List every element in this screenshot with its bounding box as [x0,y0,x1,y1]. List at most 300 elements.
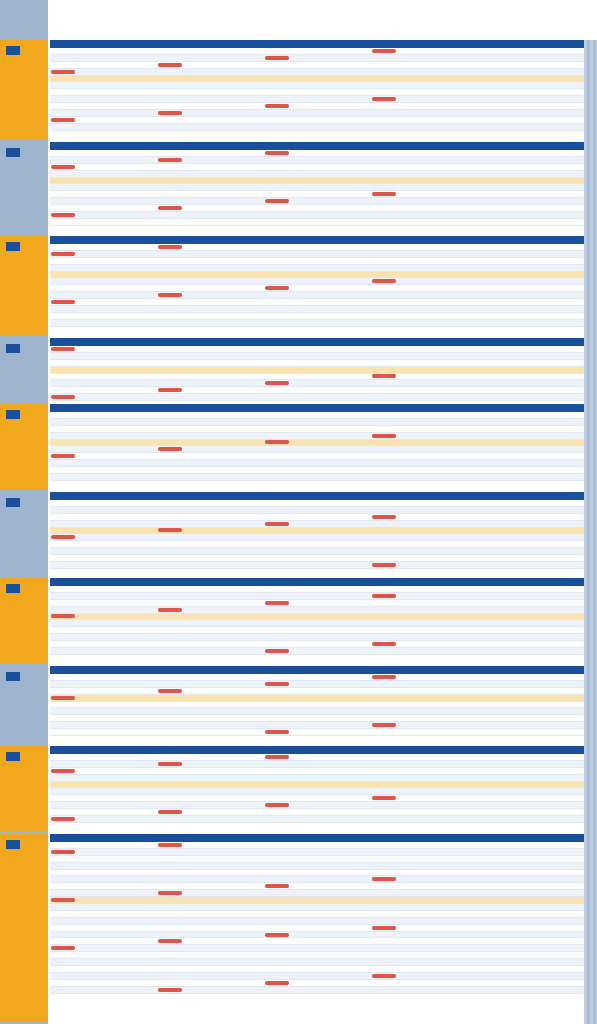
highlight-mark [265,649,289,653]
highlight-mark [51,252,75,256]
block-number [6,672,20,681]
table-cell [371,761,584,767]
year-badge [0,40,48,140]
table-cell [157,48,264,54]
table-cell [50,48,157,54]
table-row [50,76,584,83]
table-cell [157,191,264,197]
table-cell [157,528,264,534]
column-header [371,40,584,48]
table-cell [264,674,371,680]
table-cell [371,467,584,473]
highlight-mark [372,675,396,679]
highlight-mark [265,730,289,734]
table-cell [50,980,157,986]
table-cell [264,945,371,951]
highlight-mark [265,803,289,807]
table-row [50,959,584,966]
table-cell [157,265,264,271]
table-cell [50,541,157,547]
table-header [50,834,584,842]
table-row [50,258,584,265]
table-cell [157,184,264,190]
table-row [50,541,584,548]
table-cell [157,69,264,75]
table-cell [264,453,371,459]
table-cell [157,346,264,352]
table-cell [157,380,264,386]
table-cell [371,306,584,312]
table-row [50,562,584,569]
column-header [157,834,264,842]
highlight-mark [158,810,182,814]
table-cell [50,715,157,721]
highlight-mark [158,111,182,115]
table-row [50,440,584,447]
table-cell [264,768,371,774]
table-cell [371,959,584,965]
table-cell [157,856,264,862]
table-cell [50,124,157,130]
table-cell [371,695,584,701]
highlight-mark [51,817,75,821]
column-header [264,834,371,842]
table-cell [157,157,264,163]
table-cell [157,614,264,620]
table-cell [264,258,371,264]
table-cell [50,674,157,680]
table-cell [157,634,264,640]
column-header [371,834,584,842]
table-cell [371,634,584,640]
highlight-mark [372,97,396,101]
table-row [50,966,584,973]
table-cell [157,171,264,177]
table-row [50,761,584,768]
table-cell [371,299,584,305]
table-row [50,876,584,883]
table-cell [50,521,157,527]
table-cell [157,802,264,808]
column-header [371,142,584,150]
table-cell [50,460,157,466]
column-header [264,142,371,150]
table-cell [157,681,264,687]
table-cell [371,932,584,938]
table-cell [157,258,264,264]
table-cell [50,973,157,979]
highlight-mark [265,440,289,444]
table-cell [264,76,371,82]
table-row [50,987,584,994]
table-cell [157,541,264,547]
table-cell [157,980,264,986]
table-cell [157,285,264,291]
table-cell [264,932,371,938]
table-cell [264,890,371,896]
table-cell [157,394,264,400]
table-row [50,973,584,980]
block-number [6,344,20,353]
highlight-mark [51,850,75,854]
highlight-mark [265,755,289,759]
table-cell [264,775,371,781]
table-cell [371,89,584,95]
table-cell [157,164,264,170]
table-row [50,870,584,877]
table-cell [371,103,584,109]
table-cell [264,292,371,298]
table-cell [371,620,584,626]
table-cell [157,299,264,305]
table-cell [371,688,584,694]
results-table [50,746,584,823]
table-cell [371,918,584,924]
table-row [50,306,584,313]
table-cell [371,514,584,520]
table-cell [264,251,371,257]
table-cell [264,244,371,250]
table-cell [157,426,264,432]
table-cell [50,426,157,432]
block-number [6,840,20,849]
table-cell [264,353,371,359]
table-cell [50,883,157,889]
table-row [50,426,584,433]
table-row [50,911,584,918]
table-cell [157,966,264,972]
table-cell [264,446,371,452]
table-row [50,521,584,528]
table-cell [157,795,264,801]
highlight-mark [51,213,75,217]
table-cell [157,876,264,882]
table-header [50,404,584,412]
table-cell [157,212,264,218]
table-cell [157,641,264,647]
year-block [0,746,584,832]
table-row [50,124,584,131]
column-header [50,236,157,244]
table-cell [50,702,157,708]
table-cell [157,754,264,760]
table-cell [50,76,157,82]
table-row [50,627,584,634]
table-cell [264,110,371,116]
year-block [0,666,584,744]
table-cell [50,440,157,446]
table-cell [264,788,371,794]
table-cell [50,945,157,951]
table-cell [157,883,264,889]
table-cell [157,918,264,924]
table-cell [264,265,371,271]
table-header [50,236,584,244]
table-cell [371,521,584,527]
table-row [50,110,584,117]
table-cell [371,987,584,993]
table-cell [371,729,584,735]
table-cell [264,702,371,708]
table-cell [50,205,157,211]
table-cell [264,278,371,284]
highlight-mark [158,63,182,67]
table-cell [157,387,264,393]
table-row [50,883,584,890]
column-header [264,236,371,244]
highlight-mark [265,682,289,686]
highlight-mark [372,374,396,378]
year-block [0,492,584,576]
table-cell [371,55,584,61]
table-cell [157,306,264,312]
table-cell [371,973,584,979]
table-cell [264,876,371,882]
table-row [50,69,584,76]
table-cell [371,541,584,547]
table-row [50,292,584,299]
table-cell [157,702,264,708]
table-cell [264,952,371,958]
table-cell [371,722,584,728]
table-row [50,219,584,226]
table-cell [264,729,371,735]
highlight-mark [372,515,396,519]
table-cell [157,627,264,633]
table-cell [264,394,371,400]
table-cell [371,292,584,298]
table-cell [371,244,584,250]
table-row [50,278,584,285]
results-table [50,834,584,994]
table-cell [157,103,264,109]
table-cell [264,387,371,393]
table-cell [371,258,584,264]
year-block [0,40,584,140]
table-cell [157,500,264,506]
highlight-mark [265,151,289,155]
table-cell [157,932,264,938]
highlight-mark [158,447,182,451]
table-cell [157,555,264,561]
table-row [50,320,584,327]
table-cell [264,600,371,606]
table-cell [157,251,264,257]
table-cell [264,695,371,701]
table-cell [157,863,264,869]
table-cell [50,306,157,312]
table-cell [264,980,371,986]
highlight-mark [372,434,396,438]
table-cell [157,600,264,606]
table-cell [264,966,371,972]
table-cell [264,320,371,326]
table-cell [264,62,371,68]
table-cell [264,212,371,218]
year-badge [0,666,48,744]
table-cell [371,876,584,882]
table-cell [371,708,584,714]
table-cell [371,945,584,951]
table-cell [50,555,157,561]
table-cell [371,966,584,972]
year-block [0,236,584,336]
table-cell [371,702,584,708]
table-row [50,507,584,514]
table-cell [371,278,584,284]
table-cell [371,164,584,170]
table-cell [50,272,157,278]
table-cell [264,863,371,869]
table-cell [50,171,157,177]
table-cell [371,586,584,592]
column-header [264,666,371,674]
table-cell [371,198,584,204]
table-row [50,729,584,736]
column-header [157,236,264,244]
table-cell [371,374,584,380]
highlight-mark [265,884,289,888]
table-cell [50,198,157,204]
highlight-mark [372,723,396,727]
table-cell [50,346,157,352]
table-row [50,265,584,272]
table-cell [50,614,157,620]
table-cell [371,938,584,944]
table-cell [371,890,584,896]
table-cell [371,69,584,75]
table-row [50,534,584,541]
highlight-mark [265,104,289,108]
column-header [264,404,371,412]
table-cell [264,412,371,418]
highlight-mark [51,769,75,773]
year-block [0,404,584,490]
table-cell [50,244,157,250]
table-cell [157,842,264,848]
results-table [50,236,584,327]
table-cell [157,124,264,130]
table-cell [371,883,584,889]
table-cell [157,973,264,979]
table-row [50,96,584,103]
table-cell [264,124,371,130]
table-cell [371,380,584,386]
table-cell [157,313,264,319]
table-cell [50,467,157,473]
table-cell [371,788,584,794]
column-header [50,834,157,842]
table-cell [50,620,157,626]
table-cell [371,251,584,257]
table-row [50,117,584,124]
table-row [50,55,584,62]
table-cell [264,360,371,366]
table-rows [50,754,584,823]
highlight-mark [158,388,182,392]
column-header [371,492,584,500]
table-row [50,360,584,367]
table-cell [50,562,157,568]
table-cell [50,607,157,613]
table-cell [371,863,584,869]
table-cell [50,876,157,882]
table-row [50,367,584,374]
table-cell [50,157,157,163]
highlight-mark [158,762,182,766]
table-cell [264,374,371,380]
table-cell [371,346,584,352]
table-cell [264,69,371,75]
table-row [50,586,584,593]
table-cell [157,62,264,68]
table-cell [50,816,157,822]
highlight-mark [158,206,182,210]
results-table [50,40,584,131]
table-row [50,842,584,849]
table-cell [264,648,371,654]
table-row [50,346,584,353]
table-cell [157,117,264,123]
table-rows [50,48,584,131]
highlight-mark [265,601,289,605]
table-cell [371,528,584,534]
table-row [50,313,584,320]
table-header [50,666,584,674]
table-row [50,285,584,292]
year-block [0,578,584,664]
column-header [50,746,157,754]
table-cell [157,460,264,466]
table-cell [50,387,157,393]
table-cell [371,548,584,554]
table-cell [264,708,371,714]
table-row [50,648,584,655]
right-rail [584,40,597,1024]
table-row [50,816,584,823]
table-cell [264,346,371,352]
table-cell [264,688,371,694]
table-cell [50,904,157,910]
highlight-mark [51,165,75,169]
table-cell [50,695,157,701]
table-cell [157,82,264,88]
table-cell [50,367,157,373]
table-cell [157,562,264,568]
table-cell [50,219,157,225]
column-header [371,236,584,244]
table-cell [371,614,584,620]
table-cell [157,320,264,326]
table-cell [371,842,584,848]
table-cell [264,103,371,109]
table-cell [264,426,371,432]
table-header [50,578,584,586]
highlight-mark [265,199,289,203]
table-cell [50,251,157,257]
table-cell [371,360,584,366]
table-cell [50,641,157,647]
table-cell [371,150,584,156]
table-cell [157,938,264,944]
table-cell [371,313,584,319]
table-cell [264,634,371,640]
table-row [50,244,584,251]
table-cell [264,299,371,305]
table-cell [157,809,264,815]
table-cell [50,55,157,61]
table-cell [264,782,371,788]
